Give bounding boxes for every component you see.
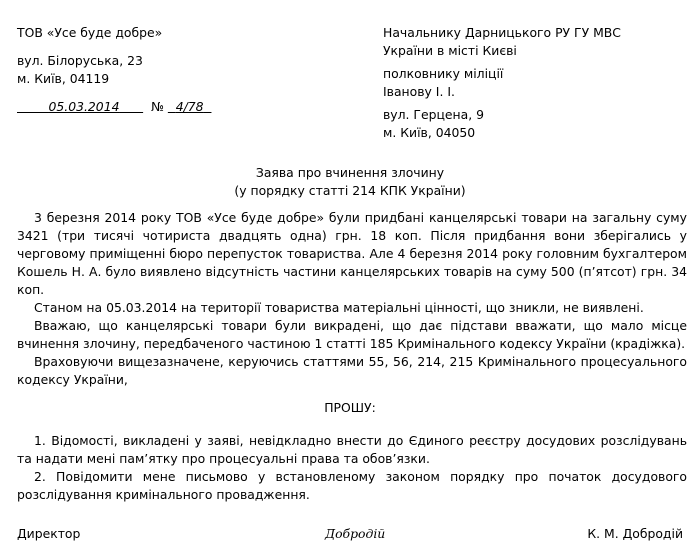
sender-address-line2: м. Київ, 04119	[17, 71, 110, 86]
request-heading: ПРОШУ:	[324, 400, 376, 415]
recipient-line1: Начальнику Дарницького РУ ГУ МВС	[383, 25, 621, 40]
handwritten-signature: Добродій	[325, 526, 386, 541]
sender-company: ТОВ «Усе буде добре»	[17, 25, 163, 40]
outgoing-date: 05.03.2014	[48, 99, 120, 114]
sender-block	[17, 24, 211, 116]
recipient-block	[383, 24, 621, 142]
outgoing-reference	[17, 98, 211, 116]
title-line2: (у порядку статті 214 КПК України)	[234, 183, 466, 198]
signatory-name: К. М. Добродій	[587, 526, 683, 541]
document-body	[17, 209, 687, 389]
body-paragraph: Вважаю, що канцелярські товари були викрадені, що дає підстави вважати, що мало місце вчинення злочину, передбаченого частиною 1 статті 185 Кримінального кодексу України (крадіжка).	[17, 318, 687, 351]
recipient-address-line1: вул. Герцена, 9	[383, 107, 484, 122]
request-item: 1. Відомості, викладені у заяві, невідкладно внести до Єдиного реєстру досудових розслідувань та надати мені пам’ятку про процесуальні права та обов’язки.	[17, 433, 687, 466]
body-paragraph: 3 березня 2014 року ТОВ «Усе буде добре» були придбані канцелярські товари на загальну суму 3421 (три тисячі чотириста двадцять одна) грн. 18 коп. Після придбання вони зберігались у черговому приміщенні бюро перепусток товариства. Але 4 березня 2014 року головним бухгалтером Кошель Н. А. було виявлено відсутність частини канцелярських товарів на суму 500 (п’ятсот) грн. 34 коп.	[17, 210, 687, 297]
recipient-address-line2: м. Київ, 04050	[383, 125, 476, 140]
recipient-rank: полковнику міліції	[383, 66, 504, 81]
request-list	[17, 432, 687, 504]
signature-position: Директор	[17, 526, 81, 541]
body-paragraph: Станом на 05.03.2014 на території товариства матеріальні цінності, що зникли, не виявлені.	[34, 300, 644, 315]
sender-address-line1: вул. Білоруська, 23	[17, 53, 143, 68]
recipient-name: Іванову І. І.	[383, 84, 455, 99]
number-label: №	[151, 99, 164, 114]
request-item: 2. Повідомити мене письмово у встановленому законом порядку про початок досудового розслідування кримінального провадження.	[17, 469, 687, 502]
title-line1: Заява про вчинення злочину	[255, 165, 445, 180]
recipient-line2: України в місті Києві	[383, 43, 517, 58]
body-paragraph: Враховуючи вищезазначене, керуючись статтями 55, 56, 214, 215 Кримінального процесуального кодексу України,	[17, 354, 687, 387]
document-title	[0, 164, 700, 200]
outgoing-number: 4/78	[175, 99, 204, 114]
